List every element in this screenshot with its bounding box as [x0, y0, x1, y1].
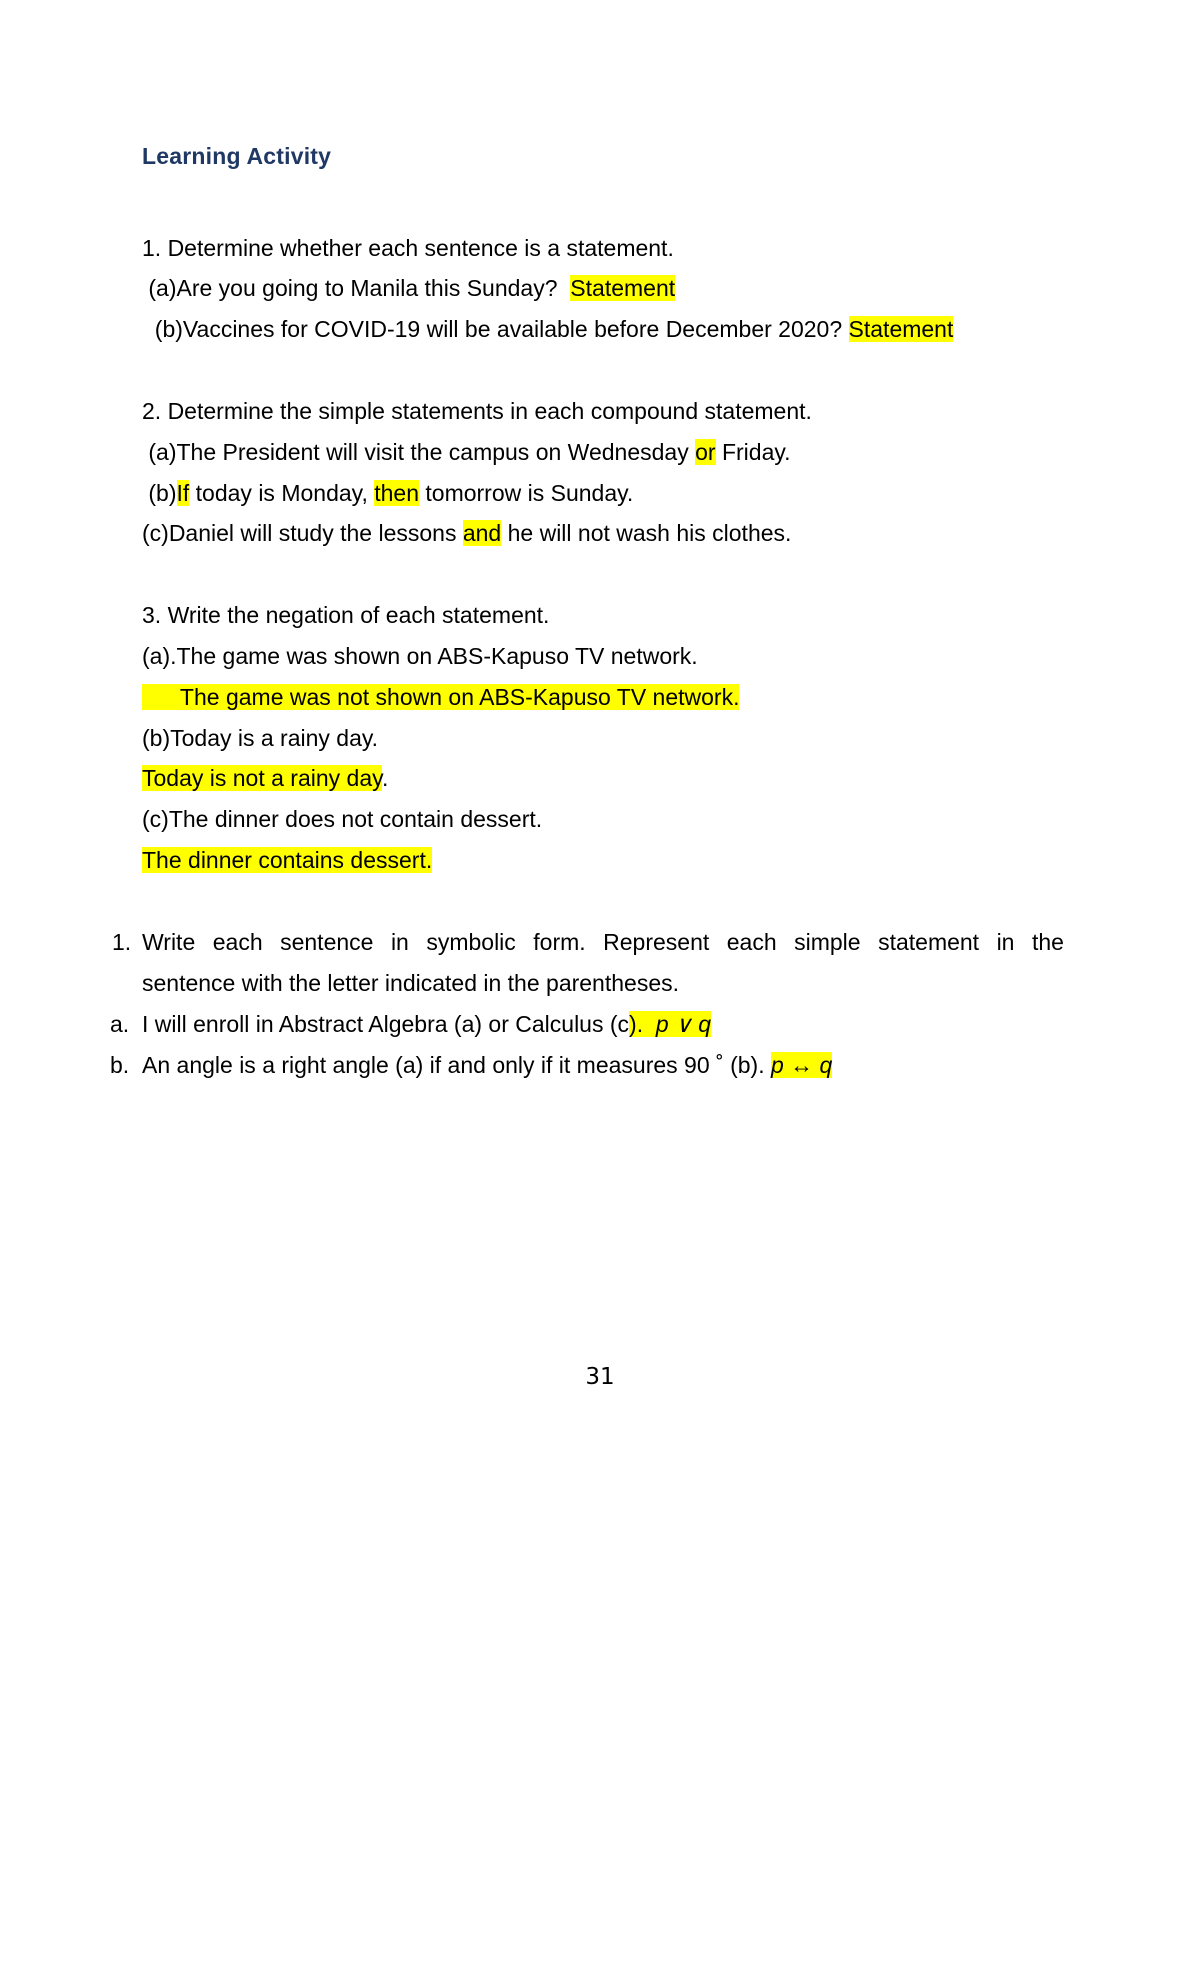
section4-prompt-word: the [1031, 929, 1064, 955]
page-heading: Learning Activity [142, 143, 332, 169]
section3-item-b: (b)Today is a rainy day. [142, 725, 379, 751]
section3-item-b-answer-period: . [381, 765, 389, 791]
section4-prompt-word: simple [794, 929, 861, 955]
section2-item-c-pre: (c)Daniel will study the lessons [142, 520, 463, 546]
section4-item-b-marker: b. [110, 1052, 130, 1078]
section2-item-b-connective-if: If [176, 480, 190, 506]
section4-prompt-word: each [726, 929, 777, 955]
section3-item-c: (c)The dinner does not contain dessert. [142, 806, 543, 832]
section4-item-a-marker: a. [110, 1011, 130, 1037]
section4-marker: 1. [112, 929, 132, 955]
section1-prompt: 1. Determine whether each sentence is a statement. [142, 235, 674, 261]
section4-prompt-line1-words [142, 927, 1064, 957]
section4-item-a-highlight: ). [629, 1011, 656, 1037]
section2-item-b [142, 478, 633, 508]
section2-item-a-connective: or [695, 439, 716, 465]
section4-item-a [142, 1009, 711, 1039]
section4-prompt-word: statement [878, 929, 980, 955]
section4-prompt-word: Write [142, 929, 196, 955]
section4-prompt-word: form. [533, 929, 586, 955]
section4-item-b-symbol: p ↔ q [770, 1052, 833, 1078]
section3-item-b-answer [142, 763, 388, 793]
section1-item-a [142, 273, 675, 303]
section4-prompt-word: in [390, 929, 409, 955]
section2-item-a-post: Friday. [715, 439, 791, 465]
page-number: 31 [585, 1364, 615, 1390]
section2-item-b-pre: (b) [142, 480, 177, 506]
section4-prompt-word: in [996, 929, 1015, 955]
section2-item-c [142, 518, 791, 548]
section1-item-a-text: (a)Are you going to Manila this Sunday? [142, 275, 571, 301]
section3-item-c-answer-text: The dinner contains dessert. [142, 847, 433, 873]
section2-item-c-connective: and [462, 520, 502, 546]
section3-item-c-answer [142, 845, 432, 875]
section4-prompt-line1 [142, 927, 1064, 957]
section1-item-a-answer: Statement [570, 275, 676, 301]
section3-item-a-answer [142, 682, 739, 712]
section4-prompt-word: each [212, 929, 263, 955]
section2-item-a [142, 437, 791, 467]
section2-item-b-connective-then: then [374, 480, 419, 506]
section4-item-b-text: An angle is a right angle (a) if and only if it measures 90 ˚ (b). [142, 1052, 771, 1078]
section2-item-b-post: tomorrow is Sunday. [419, 480, 634, 506]
section3-prompt: 3. Write the negation of each statement. [142, 602, 550, 628]
section4-prompt-line2: sentence with the letter indicated in the parentheses. [142, 970, 680, 996]
section4-item-b [142, 1050, 832, 1080]
section3-item-a: (a).The game was shown on ABS-Kapuso TV network. [142, 643, 698, 669]
section4-prompt-word: Represent [603, 929, 710, 955]
section4-item-a-symbol: p ∨ q [655, 1011, 712, 1037]
section3-item-a-answer-text: The game was not shown on ABS-Kapuso TV network. [142, 684, 740, 710]
section3-item-b-answer-text: Today is not a rainy day [142, 765, 382, 791]
section4-prompt-word: sentence [280, 929, 374, 955]
section1-item-b-text: (b)Vaccines for COVID-19 will be available before December 2020? [142, 316, 849, 342]
section4-prompt-word: symbolic [426, 929, 516, 955]
section2-item-c-post: he will not wash his clothes. [501, 520, 792, 546]
section2-item-b-mid: today is Monday, [189, 480, 375, 506]
section1-item-b-answer: Statement [848, 316, 954, 342]
section4-item-a-text: I will enroll in Abstract Algebra (a) or Calculus (c [142, 1011, 630, 1037]
section2-prompt: 2. Determine the simple statements in each compound statement. [142, 398, 812, 424]
section2-item-a-pre: (a)The President will visit the campus on Wednesday [142, 439, 696, 465]
section1-item-b [142, 314, 953, 344]
